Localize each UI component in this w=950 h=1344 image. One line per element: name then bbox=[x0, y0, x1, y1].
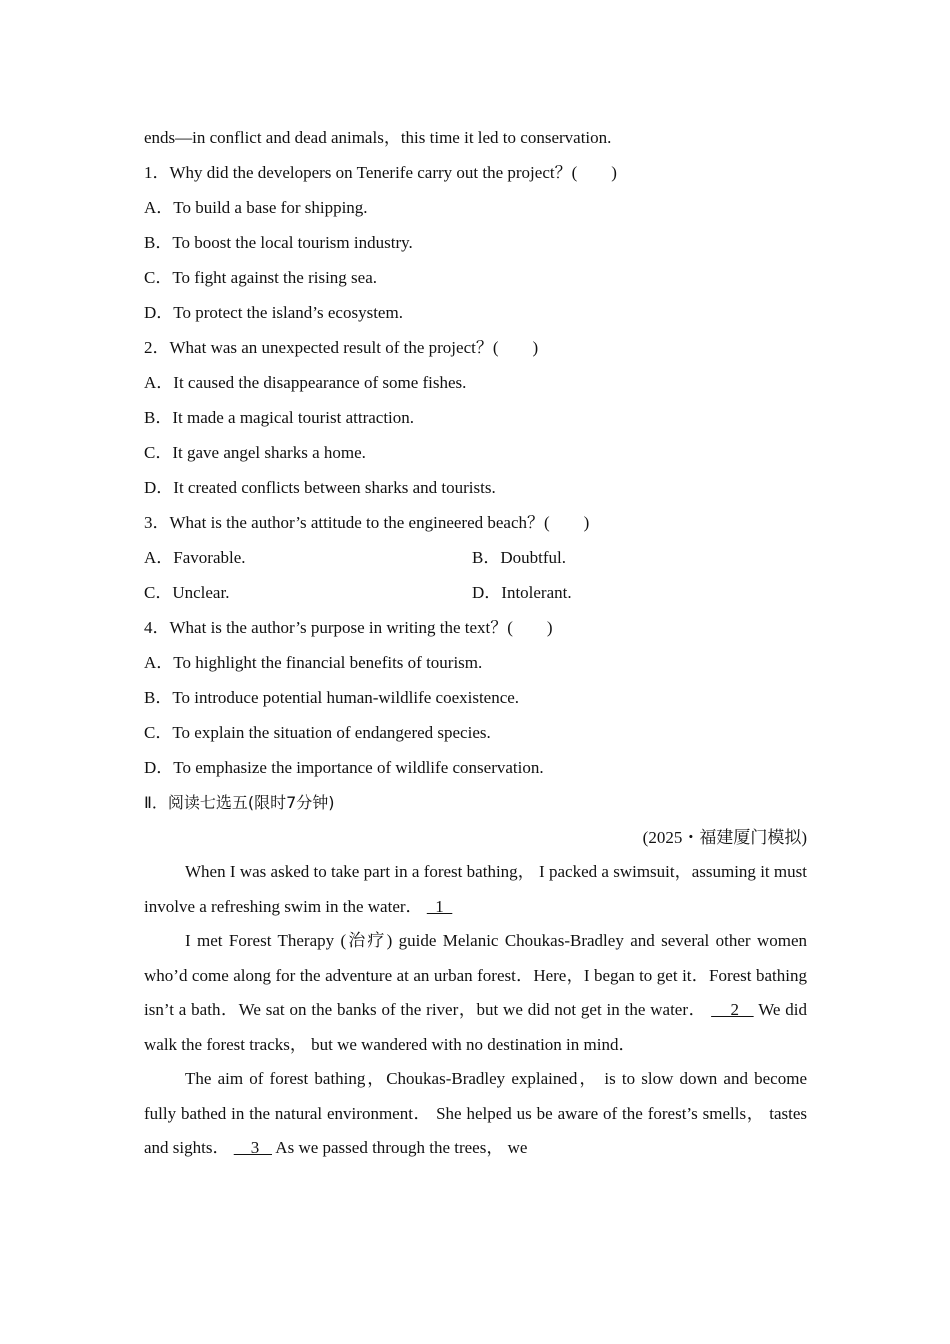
option-4c: C．To explain the situation of endangered species. bbox=[144, 723, 491, 742]
question-3-stem: 3．What is the author’s attitude to the engineered beach？( ) bbox=[144, 513, 590, 532]
option-1b: B．To boost the local tourism industry. bbox=[144, 233, 413, 252]
option-1a: A．To build a base for shipping. bbox=[144, 198, 368, 217]
paragraph-1 bbox=[144, 855, 807, 924]
option-4b: B．To introduce potential human-wildlife coexistence. bbox=[144, 688, 520, 707]
document-page bbox=[144, 120, 807, 1166]
paragraph-1-text: When I was asked to take part in a forest bathing， I packed a swimsuit，assuming it must involve a refreshing swim in the water． bbox=[144, 862, 807, 916]
source-note: (2025・福建厦门模拟) bbox=[642, 828, 807, 847]
option-4a: A．To highlight the financial benefits of tourism. bbox=[144, 653, 483, 672]
option-2d: D．It created conflicts between sharks and tourists. bbox=[144, 478, 496, 497]
option-2a: A．It caused the disappearance of some fishes. bbox=[144, 373, 467, 392]
section-title: Ⅱ．阅读七选五(限时7分钟) bbox=[144, 793, 335, 812]
paragraph-2-text-a: I met Forest Therapy (治疗) guide Melanic Choukas-Bradley and several other women who’d come along for the adventure at an urban forest．Here，I began to get it．Forest bathing isn’t a bath．We sat on the banks of the river，but we did not get in the water． bbox=[144, 931, 807, 1019]
blank-3: 3 bbox=[233, 1138, 272, 1157]
option-1d: D．To protect the island’s ecosystem. bbox=[144, 303, 403, 322]
option-2c: C．It gave angel sharks a home. bbox=[144, 443, 366, 462]
option-3a: A．Favorable. bbox=[144, 548, 246, 567]
paragraph-2 bbox=[144, 924, 807, 1062]
question-1-stem: 1．Why did the developers on Tenerife carry out the project？( ) bbox=[144, 163, 617, 182]
options-3-row-2 bbox=[144, 575, 807, 610]
paragraph-3-text-a: The aim of forest bathing，Choukas-Bradley explained， is to slow down and become fully bathed in the natural environment． She helped us be aware of the forest’s smells， tastes and sights． bbox=[144, 1069, 807, 1157]
blank-1: 1 bbox=[426, 896, 453, 916]
blank-2: 2 bbox=[711, 1000, 754, 1019]
option-3d: D．Intolerant. bbox=[472, 583, 572, 602]
paragraph-2-text-b: We did walk the forest tracks， but we wandered with no destination in mind． bbox=[144, 1000, 808, 1054]
options-3-row-1 bbox=[144, 540, 807, 575]
paragraph-3 bbox=[144, 1062, 807, 1166]
question-2-stem: 2．What was an unexpected result of the project？( ) bbox=[144, 338, 539, 357]
option-4d: D．To emphasize the importance of wildlife conservation. bbox=[144, 758, 544, 777]
question-4-stem: 4．What is the author’s purpose in writing the text？( ) bbox=[144, 618, 553, 637]
option-1c: C．To fight against the rising sea. bbox=[144, 268, 377, 287]
option-2b: B．It made a magical tourist attraction. bbox=[144, 408, 415, 427]
paragraph-3-text-b: As we passed through the trees， we bbox=[275, 1138, 528, 1157]
option-3c: C．Unclear. bbox=[144, 583, 230, 602]
intro-line: ends—in conflict and dead animals，this time it led to conservation. bbox=[144, 128, 612, 147]
option-3b: B．Doubtful. bbox=[472, 548, 566, 567]
